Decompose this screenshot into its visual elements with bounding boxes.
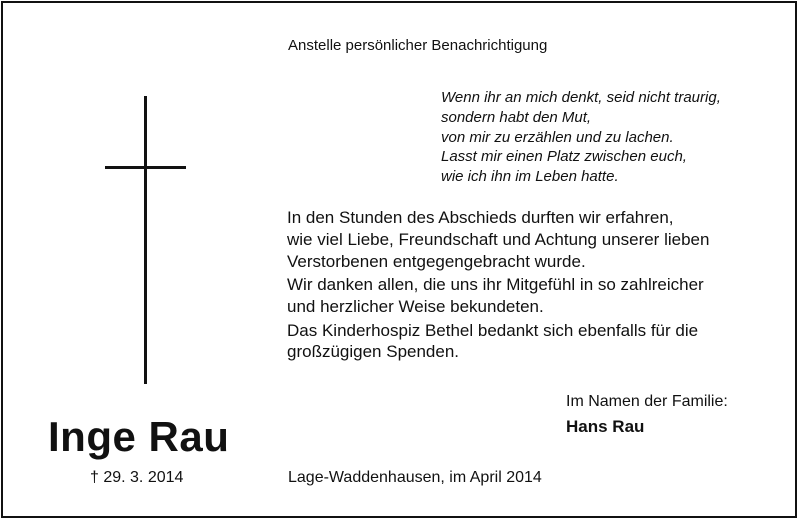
thanks-line: Verstorbenen entgegengebracht wurde.: [287, 251, 586, 271]
thanks-text: [287, 207, 709, 365]
family-label: Im Namen der Familie:: [566, 393, 728, 410]
poem-line: von mir zu erzählen und zu lachen.: [441, 128, 674, 146]
thanks-line: großzügigen Spenden.: [287, 342, 460, 362]
poem-line: Wenn ihr an mich denkt, seid nicht traurig,: [441, 89, 721, 106]
thanks-line: und herzlicher Weise bekundeten.: [287, 296, 544, 316]
thanks-line: wie viel Liebe, Freundschaft und Achtung unserer lieben: [287, 229, 710, 249]
place-and-date: Lage-Waddenhausen, im April 2014: [288, 469, 542, 486]
family-name: Hans Rau: [566, 417, 645, 436]
thanks-paragraph: [287, 207, 709, 272]
poem-line: wie ich ihn im Leben hatte.: [441, 168, 619, 186]
poem-line: Lasst mir einen Platz zwischen euch,: [441, 148, 687, 166]
thanks-line: Wir danken allen, die uns ihr Mitgefühl in so zahlreicher: [287, 275, 704, 295]
thanks-paragraph: [287, 274, 709, 318]
memorial-poem: [441, 88, 721, 187]
notice-intro: Anstelle persönlicher Benachrichtigung: [288, 37, 548, 54]
cross-vertical-beam: [144, 96, 147, 384]
thanks-line: Das Kinderhospiz Bethel bedankt sich ebenfalls für die: [287, 320, 699, 340]
death-date: † 29. 3. 2014: [90, 469, 184, 486]
thanks-line: In den Stunden des Abschieds durften wir erfahren,: [287, 208, 674, 227]
cross-horizontal-beam: [105, 166, 186, 169]
poem-line: sondern habt den Mut,: [441, 108, 592, 126]
deceased-name: Inge Rau: [48, 413, 230, 460]
thanks-paragraph: [287, 320, 709, 364]
